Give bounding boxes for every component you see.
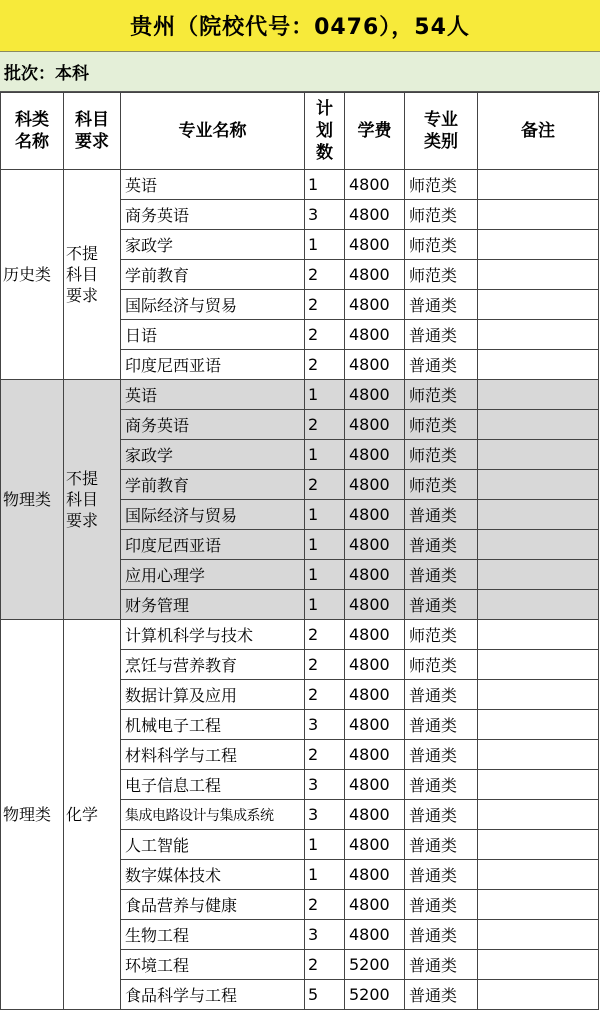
major-cell: 集成电路设计与集成系统 bbox=[121, 800, 305, 830]
type-cell: 普通类 bbox=[405, 860, 478, 890]
plan-cell: 2 bbox=[305, 260, 345, 290]
table-row bbox=[1, 170, 599, 200]
batch-label: 批次：本科 bbox=[0, 52, 600, 92]
note-cell bbox=[478, 980, 599, 1010]
note-cell bbox=[478, 290, 599, 320]
type-cell: 普通类 bbox=[405, 830, 478, 860]
note-cell bbox=[478, 380, 599, 410]
note-cell bbox=[478, 320, 599, 350]
major-cell: 国际经济与贸易 bbox=[121, 500, 305, 530]
note-cell bbox=[478, 500, 599, 530]
plan-cell: 2 bbox=[305, 410, 345, 440]
fee-cell: 4800 bbox=[345, 770, 405, 800]
plan-cell: 2 bbox=[305, 290, 345, 320]
plan-cell: 1 bbox=[305, 380, 345, 410]
major-cell: 印度尼西亚语 bbox=[121, 350, 305, 380]
note-cell bbox=[478, 800, 599, 830]
table-row bbox=[1, 380, 599, 410]
plan-cell: 3 bbox=[305, 920, 345, 950]
major-cell: 学前教育 bbox=[121, 260, 305, 290]
type-cell: 普通类 bbox=[405, 350, 478, 380]
note-cell bbox=[478, 230, 599, 260]
major-cell: 国际经济与贸易 bbox=[121, 290, 305, 320]
major-cell: 日语 bbox=[121, 320, 305, 350]
major-cell: 生物工程 bbox=[121, 920, 305, 950]
major-cell: 机械电子工程 bbox=[121, 710, 305, 740]
fee-cell: 4800 bbox=[345, 920, 405, 950]
fee-cell: 4800 bbox=[345, 260, 405, 290]
plan-cell: 5 bbox=[305, 980, 345, 1010]
plan-cell: 2 bbox=[305, 890, 345, 920]
plan-cell: 2 bbox=[305, 740, 345, 770]
plan-cell: 1 bbox=[305, 530, 345, 560]
header-type: 专业 类别 bbox=[405, 93, 478, 170]
plan-cell: 2 bbox=[305, 650, 345, 680]
fee-cell: 4800 bbox=[345, 290, 405, 320]
fee-cell: 4800 bbox=[345, 620, 405, 650]
fee-cell: 4800 bbox=[345, 830, 405, 860]
type-cell: 师范类 bbox=[405, 470, 478, 500]
major-cell: 财务管理 bbox=[121, 590, 305, 620]
note-cell bbox=[478, 530, 599, 560]
fee-cell: 4800 bbox=[345, 860, 405, 890]
fee-cell: 4800 bbox=[345, 320, 405, 350]
fee-cell: 4800 bbox=[345, 710, 405, 740]
fee-cell: 4800 bbox=[345, 590, 405, 620]
major-cell: 材料科学与工程 bbox=[121, 740, 305, 770]
header-plan: 计 划 数 bbox=[305, 93, 345, 170]
plan-cell: 1 bbox=[305, 560, 345, 590]
major-cell: 印度尼西亚语 bbox=[121, 530, 305, 560]
fee-cell: 4800 bbox=[345, 380, 405, 410]
plan-cell: 3 bbox=[305, 800, 345, 830]
fee-cell: 5200 bbox=[345, 950, 405, 980]
plan-cell: 3 bbox=[305, 770, 345, 800]
note-cell bbox=[478, 590, 599, 620]
plan-cell: 2 bbox=[305, 950, 345, 980]
note-cell bbox=[478, 170, 599, 200]
type-cell: 师范类 bbox=[405, 620, 478, 650]
type-cell: 普通类 bbox=[405, 320, 478, 350]
plan-cell: 1 bbox=[305, 440, 345, 470]
major-cell: 应用心理学 bbox=[121, 560, 305, 590]
note-cell bbox=[478, 950, 599, 980]
plan-cell: 2 bbox=[305, 680, 345, 710]
fee-cell: 5200 bbox=[345, 980, 405, 1010]
fee-cell: 4800 bbox=[345, 890, 405, 920]
major-cell: 商务英语 bbox=[121, 410, 305, 440]
table-body bbox=[1, 170, 599, 1010]
major-cell: 数据计算及应用 bbox=[121, 680, 305, 710]
type-cell: 普通类 bbox=[405, 680, 478, 710]
type-cell: 普通类 bbox=[405, 590, 478, 620]
note-cell bbox=[478, 410, 599, 440]
note-cell bbox=[478, 560, 599, 590]
category-cell: 物理类 bbox=[1, 620, 64, 1010]
type-cell: 普通类 bbox=[405, 920, 478, 950]
note-cell bbox=[478, 710, 599, 740]
note-cell bbox=[478, 620, 599, 650]
plan-cell: 2 bbox=[305, 320, 345, 350]
note-cell bbox=[478, 860, 599, 890]
major-cell: 家政学 bbox=[121, 440, 305, 470]
category-cell: 物理类 bbox=[1, 380, 64, 620]
major-cell: 英语 bbox=[121, 380, 305, 410]
header-fee: 学费 bbox=[345, 93, 405, 170]
note-cell bbox=[478, 440, 599, 470]
fee-cell: 4800 bbox=[345, 680, 405, 710]
admission-plan-table bbox=[0, 92, 599, 1010]
type-cell: 师范类 bbox=[405, 410, 478, 440]
fee-cell: 4800 bbox=[345, 440, 405, 470]
type-cell: 师范类 bbox=[405, 230, 478, 260]
type-cell: 普通类 bbox=[405, 500, 478, 530]
header-requirement: 科目 要求 bbox=[64, 93, 121, 170]
type-cell: 师范类 bbox=[405, 380, 478, 410]
type-cell: 普通类 bbox=[405, 290, 478, 320]
fee-cell: 4800 bbox=[345, 530, 405, 560]
header-note: 备注 bbox=[478, 93, 599, 170]
fee-cell: 4800 bbox=[345, 650, 405, 680]
plan-cell: 1 bbox=[305, 170, 345, 200]
plan-cell: 2 bbox=[305, 620, 345, 650]
type-cell: 师范类 bbox=[405, 200, 478, 230]
requirement-cell: 不提 科目 要求 bbox=[64, 380, 121, 620]
note-cell bbox=[478, 650, 599, 680]
type-cell: 普通类 bbox=[405, 890, 478, 920]
type-cell: 普通类 bbox=[405, 800, 478, 830]
type-cell: 师范类 bbox=[405, 440, 478, 470]
major-cell: 烹饪与营养教育 bbox=[121, 650, 305, 680]
type-cell: 普通类 bbox=[405, 560, 478, 590]
fee-cell: 4800 bbox=[345, 200, 405, 230]
plan-cell: 2 bbox=[305, 350, 345, 380]
major-cell: 商务英语 bbox=[121, 200, 305, 230]
type-cell: 普通类 bbox=[405, 980, 478, 1010]
note-cell bbox=[478, 770, 599, 800]
type-cell: 普通类 bbox=[405, 710, 478, 740]
major-cell: 电子信息工程 bbox=[121, 770, 305, 800]
type-cell: 师范类 bbox=[405, 170, 478, 200]
note-cell bbox=[478, 350, 599, 380]
type-cell: 普通类 bbox=[405, 530, 478, 560]
table-row bbox=[1, 620, 599, 650]
major-cell: 英语 bbox=[121, 170, 305, 200]
header-major: 专业名称 bbox=[121, 93, 305, 170]
major-cell: 计算机科学与技术 bbox=[121, 620, 305, 650]
plan-cell: 1 bbox=[305, 500, 345, 530]
fee-cell: 4800 bbox=[345, 500, 405, 530]
plan-cell: 3 bbox=[305, 710, 345, 740]
note-cell bbox=[478, 740, 599, 770]
plan-cell: 1 bbox=[305, 830, 345, 860]
major-cell: 人工智能 bbox=[121, 830, 305, 860]
note-cell bbox=[478, 470, 599, 500]
plan-cell: 1 bbox=[305, 860, 345, 890]
major-cell: 家政学 bbox=[121, 230, 305, 260]
fee-cell: 4800 bbox=[345, 800, 405, 830]
requirement-cell: 不提 科目 要求 bbox=[64, 170, 121, 380]
major-cell: 食品营养与健康 bbox=[121, 890, 305, 920]
fee-cell: 4800 bbox=[345, 230, 405, 260]
fee-cell: 4800 bbox=[345, 740, 405, 770]
requirement-cell: 化学 bbox=[64, 620, 121, 1010]
plan-cell: 3 bbox=[305, 200, 345, 230]
fee-cell: 4800 bbox=[345, 170, 405, 200]
type-cell: 师范类 bbox=[405, 650, 478, 680]
note-cell bbox=[478, 920, 599, 950]
type-cell: 普通类 bbox=[405, 950, 478, 980]
category-cell: 历史类 bbox=[1, 170, 64, 380]
note-cell bbox=[478, 200, 599, 230]
fee-cell: 4800 bbox=[345, 410, 405, 440]
plan-cell: 1 bbox=[305, 230, 345, 260]
major-cell: 数字媒体技术 bbox=[121, 860, 305, 890]
major-cell: 环境工程 bbox=[121, 950, 305, 980]
major-cell: 食品科学与工程 bbox=[121, 980, 305, 1010]
fee-cell: 4800 bbox=[345, 350, 405, 380]
header-row bbox=[1, 93, 599, 170]
plan-cell: 1 bbox=[305, 590, 345, 620]
note-cell bbox=[478, 680, 599, 710]
fee-cell: 4800 bbox=[345, 560, 405, 590]
type-cell: 师范类 bbox=[405, 260, 478, 290]
header-category: 科类 名称 bbox=[1, 93, 64, 170]
note-cell bbox=[478, 260, 599, 290]
note-cell bbox=[478, 830, 599, 860]
page-title: 贵州（院校代号：0476），54人 bbox=[0, 0, 600, 52]
plan-cell: 2 bbox=[305, 470, 345, 500]
type-cell: 普通类 bbox=[405, 740, 478, 770]
note-cell bbox=[478, 890, 599, 920]
type-cell: 普通类 bbox=[405, 770, 478, 800]
fee-cell: 4800 bbox=[345, 470, 405, 500]
major-cell: 学前教育 bbox=[121, 470, 305, 500]
